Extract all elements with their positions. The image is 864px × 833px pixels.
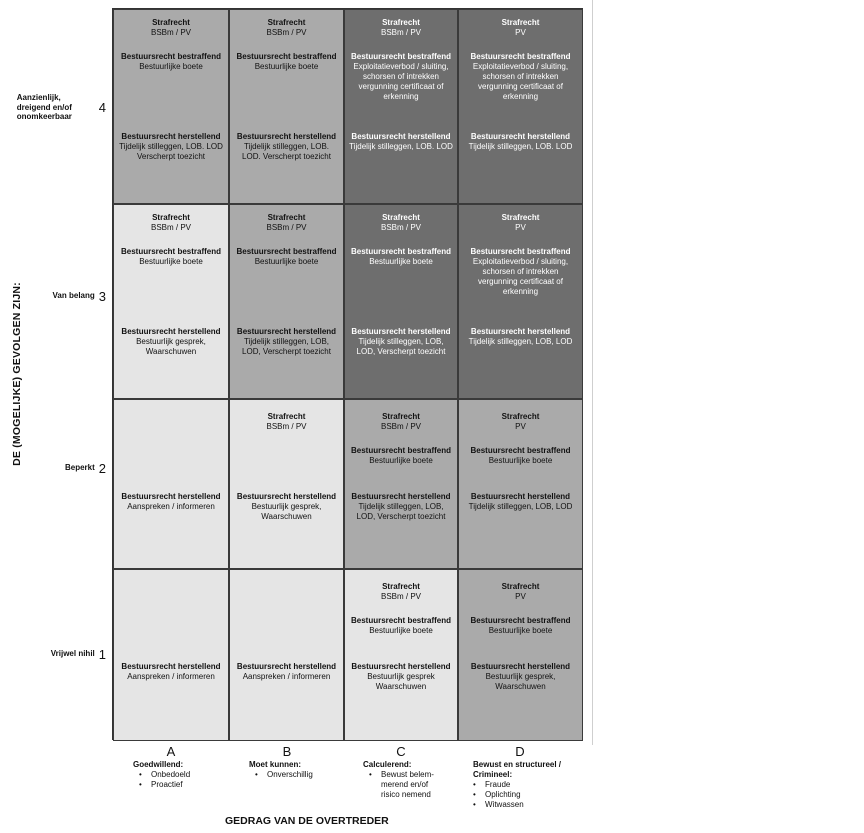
- sanction-block: [118, 132, 224, 162]
- sanction-block: [349, 213, 453, 233]
- sanction-block: [349, 132, 453, 152]
- sanction-block: [349, 18, 453, 38]
- sanction-block: [463, 412, 578, 432]
- sanction-measures: Tijdelijk stilleggen, LOB, LOD: [468, 502, 573, 511]
- sanction-title: Bestuursrecht herstellend: [351, 327, 451, 336]
- sanction-measures: Aanspreken / informeren: [242, 672, 331, 681]
- sanction-title: Strafrecht: [501, 18, 540, 27]
- sanction-block: [463, 213, 578, 233]
- sanction-title: Bestuursrecht herstellend: [351, 492, 451, 501]
- row-label-4: [8, 85, 106, 130]
- list-item: • Fraude: [473, 780, 582, 790]
- sanction-block: [349, 662, 453, 692]
- sanction-block: [349, 492, 453, 522]
- sanction-measures: Bestuurlijke boete: [488, 626, 553, 635]
- sanction-measures: Bestuurlijke boete: [488, 456, 553, 465]
- sanction-block: [118, 213, 224, 233]
- matrix-cell-a3: [113, 204, 229, 399]
- column-items: [229, 770, 345, 780]
- sanction-title: Bestuursrecht herstellend: [121, 662, 221, 671]
- sanction-title: Bestuursrecht bestraffend: [470, 52, 571, 61]
- sanction-title: Bestuursrecht herstellend: [236, 327, 337, 336]
- list-item: • Onbedoeld: [139, 770, 229, 780]
- sanction-measures: Aanspreken / informeren: [127, 502, 215, 511]
- row-label-number: 4: [98, 100, 106, 115]
- sanction-block: [463, 492, 578, 512]
- sanction-measures: Bestuurlijke boete: [254, 257, 319, 266]
- sanction-measures: Bestuurlijk gesprek, Waarschuwen: [251, 502, 322, 521]
- sanction-title: Bestuursrecht herstellend: [351, 132, 451, 141]
- matrix-cell-a1: [113, 569, 229, 741]
- sanction-title: Bestuursrecht herstellend: [470, 327, 571, 336]
- sanction-block: [234, 52, 339, 72]
- list-item: • Oplichting: [473, 790, 582, 800]
- sanction-measures: BSBm / PV: [380, 422, 421, 431]
- matrix-cell-d1: [458, 569, 583, 741]
- sanction-block: [349, 412, 453, 432]
- sanction-title: Strafrecht: [382, 412, 420, 421]
- sanction-measures: PV: [515, 28, 526, 37]
- sanction-measures: Tijdelijk stilleggen, LOB, LOD: [468, 337, 573, 346]
- sanction-block: [234, 327, 339, 357]
- column-items: [343, 770, 441, 800]
- sanction-title: Strafrecht: [267, 412, 306, 421]
- sanction-block: [463, 327, 578, 347]
- sanction-block: [349, 327, 453, 357]
- matrix-cell-d3: [458, 204, 583, 399]
- list-item: • Onverschillig: [255, 770, 345, 780]
- sanction-block: [349, 582, 453, 602]
- sanction-title: Strafrecht: [501, 582, 540, 591]
- matrix-cell-a4: [113, 9, 229, 204]
- sanction-title: Strafrecht: [267, 213, 306, 222]
- sanction-block: [234, 18, 339, 38]
- sanction-block: [118, 662, 224, 682]
- column-letter: D: [515, 744, 525, 759]
- matrix-cell-c2: [344, 399, 458, 569]
- sanction-block: [234, 412, 339, 432]
- row-label-2: [8, 458, 106, 478]
- sanction-block: [349, 616, 453, 636]
- column-name: Moet kunnen:: [249, 760, 301, 769]
- matrix-cell-b4: [229, 9, 344, 204]
- column-items: [113, 770, 229, 790]
- sanction-block: [234, 662, 339, 682]
- row-label-text: Aanzienlijk, dreigend en/of onomkeerbaar: [16, 93, 72, 122]
- sanction-measures: Bestuurlijk gesprek, Waarschuwen: [136, 337, 206, 356]
- sanction-measures: BSBm / PV: [266, 422, 307, 431]
- sanction-measures: Bestuurlijk gesprek Waarschuwen: [367, 672, 435, 691]
- row-label-3: [8, 286, 106, 306]
- matrix-cell-d4: [458, 9, 583, 204]
- sanction-matrix: [112, 8, 583, 740]
- sanction-measures: PV: [515, 223, 526, 232]
- sanction-measures: Tijdelijk stilleggen, LOB, LOD, Verscherpt toezicht: [242, 337, 331, 356]
- column-name: Bewust en structureel / Crimineel:: [473, 760, 562, 779]
- sanction-measures: Exploitatieverbod / sluiting, schorsen of intrekken vergunning certificaat of erkenning: [472, 257, 569, 296]
- sanction-title: Bestuursrecht herstellend: [236, 662, 337, 671]
- sanction-title: Strafrecht: [152, 18, 190, 27]
- sanction-block: [463, 247, 578, 297]
- row-label-text: Van belang: [52, 291, 95, 301]
- sanction-block: [118, 18, 224, 38]
- sanction-title: Strafrecht: [382, 582, 420, 591]
- matrix-cell-c4: [344, 9, 458, 204]
- matrix-cell-c1: [344, 569, 458, 741]
- sanction-block: [234, 213, 339, 233]
- sanction-measures: Bestuurlijke boete: [254, 62, 319, 71]
- sanction-title: Bestuursrecht herstellend: [121, 492, 221, 501]
- sanction-block: [234, 132, 339, 162]
- sanction-measures: Exploitatieverbod / sluiting, schorsen of intrekken vergunning certificaat of erkenning: [472, 62, 569, 101]
- sanction-title: Bestuursrecht herstellend: [236, 132, 337, 141]
- x-axis-title: GEDRAG VAN DE OVERTREDER: [225, 815, 389, 827]
- row-label-text: Vrijwel nihil: [50, 649, 95, 659]
- sanction-title: Bestuursrecht herstellend: [236, 492, 337, 501]
- sanction-title: Bestuursrecht herstellend: [351, 662, 451, 671]
- sanction-block: [463, 582, 578, 602]
- sanction-block: [349, 247, 453, 267]
- sanction-measures: Bestuurlijke boete: [369, 456, 433, 465]
- sanction-title: Bestuursrecht bestraffend: [470, 616, 571, 625]
- sanction-title: Bestuursrecht bestraffend: [350, 52, 452, 61]
- matrix-cell-c3: [344, 204, 458, 399]
- sanction-measures: Tijdelijk stilleggen, LOB. LOD: [468, 142, 573, 151]
- sanction-block: [463, 52, 578, 102]
- sanction-title: Strafrecht: [152, 213, 190, 222]
- sanction-measures: Bestuurlijk gesprek, Waarschuwen: [485, 672, 556, 691]
- matrix-cell-d2: [458, 399, 583, 569]
- sanction-block: [118, 52, 224, 72]
- matrix-cell-b3: [229, 204, 344, 399]
- column-name: Goedwillend:: [133, 760, 184, 769]
- y-axis-title: DE (MOGELIJKE) GEVOLGEN ZIJN:: [11, 282, 23, 466]
- sanction-block: [118, 247, 224, 267]
- sanction-title: Bestuursrecht bestraffend: [350, 446, 452, 455]
- page-edge-line: [592, 0, 593, 745]
- sanction-measures: PV: [515, 592, 526, 601]
- sanction-measures: Tijdelijk stilleggen, LOB. LOD. Verscherpt toezicht: [242, 142, 331, 161]
- sanction-title: Bestuursrecht bestraffend: [350, 616, 452, 625]
- sanction-block: [349, 446, 453, 466]
- sanction-title: Strafrecht: [501, 213, 540, 222]
- column-letter: A: [166, 744, 176, 759]
- sanction-measures: Bestuurlijke boete: [139, 257, 203, 266]
- sanction-title: Bestuursrecht bestraffend: [236, 247, 337, 256]
- sanction-measures: Tijdelijk stilleggen, LOB. LOD: [349, 142, 453, 151]
- matrix-cell-a2: [113, 399, 229, 569]
- sanction-block: [463, 18, 578, 38]
- sanction-title: Bestuursrecht bestraffend: [120, 247, 222, 256]
- sanction-title: Bestuursrecht herstellend: [121, 327, 221, 336]
- sanction-block: [463, 446, 578, 466]
- row-label-number: 2: [98, 460, 106, 476]
- sanction-block: [118, 327, 224, 357]
- sanction-measures: BSBm / PV: [380, 28, 421, 37]
- sanction-measures: Bestuurlijke boete: [369, 626, 433, 635]
- row-label-number: 1: [98, 646, 106, 662]
- row-label-number: 3: [98, 288, 106, 304]
- sanction-title: Bestuursrecht bestraffend: [470, 247, 571, 256]
- sanction-title: Bestuursrecht herstellend: [121, 132, 221, 141]
- column-name: Calculerend:: [363, 760, 412, 769]
- sanction-title: Bestuursrecht herstellend: [470, 492, 571, 501]
- sanction-measures: BSBm / PV: [150, 223, 191, 232]
- sanction-measures: Bestuurlijke boete: [369, 257, 433, 266]
- sanction-measures: Exploitatieverbod / sluiting, schorsen of intrekken vergunning certificaat of erkenning: [353, 62, 449, 101]
- sanction-title: Strafrecht: [382, 18, 420, 27]
- list-item: • Bewust belem-merend en/of risico nemend: [369, 770, 441, 800]
- sanction-block: [234, 247, 339, 267]
- row-label-text: Beperkt: [64, 463, 95, 473]
- sanction-measures: Tijdelijk stilleggen, LOB, LOD, Verscherpt toezicht: [356, 337, 446, 356]
- sanction-title: Strafrecht: [382, 213, 420, 222]
- sanction-measures: Tijdelijk stilleggen, LOB. LOD Verscherpt toezicht: [119, 142, 223, 161]
- column-header-d: [458, 744, 582, 810]
- sanction-block: [234, 492, 339, 522]
- sanction-measures: Bestuurlijke boete: [139, 62, 203, 71]
- sanction-measures: BSBm / PV: [380, 223, 421, 232]
- matrix-cell-b2: [229, 399, 344, 569]
- sanction-block: [349, 52, 453, 102]
- sanction-title: Bestuursrecht bestraffend: [470, 446, 571, 455]
- sanction-title: Bestuursrecht herstellend: [470, 662, 571, 671]
- sanction-measures: Tijdelijk stilleggen, LOB, LOD, Verscherpt toezicht: [356, 502, 446, 521]
- sanction-measures: BSBm / PV: [380, 592, 421, 601]
- sanction-title: Bestuursrecht bestraffend: [350, 247, 452, 256]
- sanction-measures: BSBm / PV: [150, 28, 191, 37]
- sanction-measures: BSBm / PV: [266, 223, 307, 232]
- row-label-1: [8, 644, 106, 664]
- sanction-measures: BSBm / PV: [266, 28, 307, 37]
- column-letter: C: [396, 744, 406, 759]
- column-header-c: [343, 744, 459, 800]
- matrix-cell-b1: [229, 569, 344, 741]
- list-item: • Witwassen: [473, 800, 582, 810]
- column-letter: B: [282, 744, 292, 759]
- column-items: [458, 780, 582, 810]
- sanction-measures: Aanspreken / informeren: [127, 672, 215, 681]
- sanction-title: Strafrecht: [501, 412, 540, 421]
- sanction-block: [463, 662, 578, 692]
- sanction-title: Bestuursrecht herstellend: [470, 132, 571, 141]
- column-header-a: [113, 744, 229, 790]
- sanction-title: Bestuursrecht bestraffend: [236, 52, 337, 61]
- list-item: • Proactief: [139, 780, 229, 790]
- sanction-block: [463, 616, 578, 636]
- sanction-title: Strafrecht: [267, 18, 306, 27]
- sanction-measures: PV: [515, 422, 526, 431]
- sanction-title: Bestuursrecht bestraffend: [120, 52, 222, 61]
- sanction-block: [463, 132, 578, 152]
- column-header-b: [229, 744, 345, 780]
- sanction-block: [118, 492, 224, 512]
